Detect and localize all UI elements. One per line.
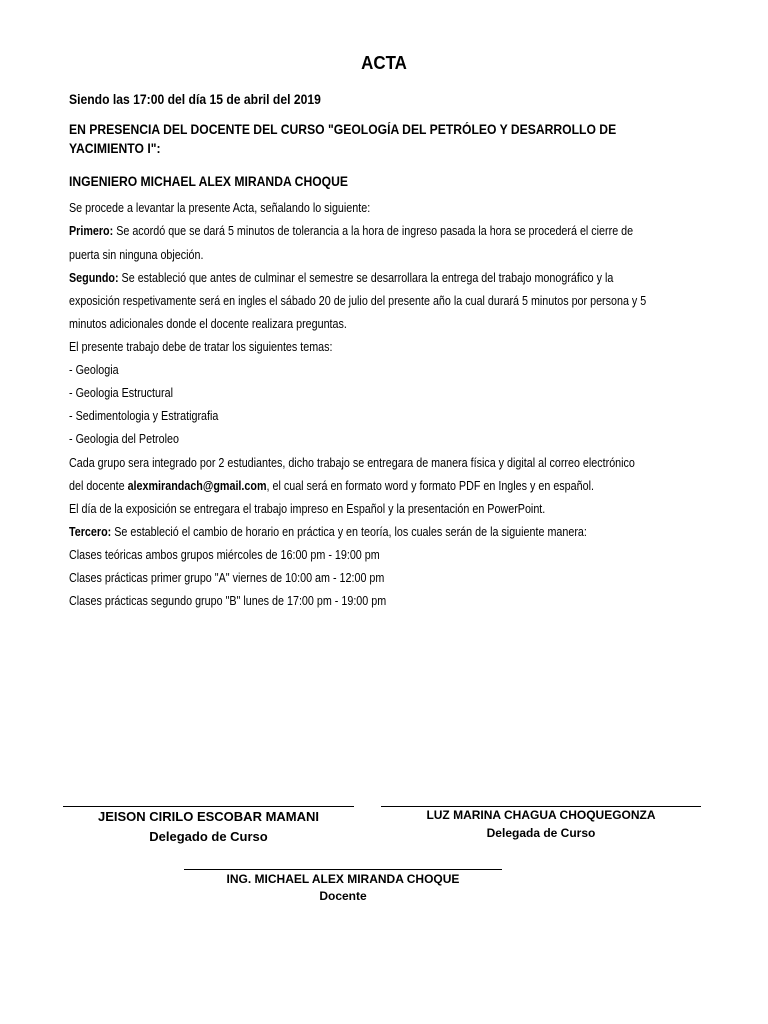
signature-line-center (184, 869, 502, 870)
primero-text-1: Se acordó que se dará 5 minutos de tolerancia a la hora de ingreso pasada la hora se procederá el cierre de (113, 224, 634, 238)
segundo-line-3: minutos adicionales donde el docente realizara preguntas. (69, 317, 347, 331)
segundo-label: Segundo: (69, 271, 119, 285)
teacher-email: alexmirandach@gmail.com (127, 479, 267, 493)
signature-line-left (63, 806, 354, 807)
signature-name-right: LUZ MARINA CHAGUA CHOQUEGONZA (426, 808, 656, 822)
presence-line-2: YACIMIENTO I": (69, 141, 161, 156)
segundo-line-2: exposición respetivamente será en ingles el sábado 20 de julio del presente año la cual durará 5 minutos por persona y 5 (69, 294, 647, 308)
document-title: ACTA (361, 53, 407, 73)
primero-line-1 (69, 224, 633, 238)
segundo-text-1: Se estableció que antes de culminar el semestre se desarrollara la entrega del trabajo monográfico y la (118, 271, 614, 285)
intro-line: Se procede a levantar la presente Acta, señalando lo siguiente: (69, 201, 371, 215)
tercero-text: Se estableció el cambio de horario en práctica y en teoría, los cuales serán de la siguiente manera: (111, 525, 587, 539)
primero-line-2: puerta sin ninguna objeción. (69, 248, 204, 262)
signature-role-right: Delegada de Curso (486, 826, 596, 840)
group-line-2-suffix: , el cual será en formato word y formato PDF en Ingles y en español. (266, 479, 594, 493)
signature-line-right (381, 806, 701, 807)
tercero-line (69, 525, 587, 539)
topic-item: - Geologia Estructural (69, 386, 173, 400)
presence-line-1: EN PRESENCIA DEL DOCENTE DEL CURSO "GEOLOGÍA DEL PETRÓLEO Y DESARROLLO DE (69, 122, 617, 137)
exposition-day-line: El día de la exposición se entregara el trabajo impreso en Español y la presentación en PowerPoint. (69, 502, 546, 516)
group-line-2-prefix: del docente (69, 479, 128, 493)
group-line-1: Cada grupo sera integrado por 2 estudiantes, dicho trabajo se entregara de manera física y digital al correo electrónico (69, 456, 635, 470)
schedule-item: Clases prácticas primer grupo "A" viernes de 10:00 am - 12:00 pm (69, 571, 385, 585)
primero-label: Primero: (69, 224, 114, 238)
topics-intro: El presente trabajo debe de tratar los siguientes temas: (69, 340, 333, 354)
group-line-2 (69, 479, 594, 493)
signature-name-center: ING. MICHAEL ALEX MIRANDA CHOQUE (226, 872, 460, 886)
signature-role-left: Delegado de Curso (149, 829, 268, 844)
segundo-line-1 (69, 271, 613, 285)
schedule-item: Clases prácticas segundo grupo "B" lunes de 17:00 pm - 19:00 pm (69, 594, 387, 608)
signature-name-left: JEISON CIRILO ESCOBAR MAMANI (97, 809, 319, 824)
topic-item: - Geologia (69, 363, 119, 377)
tercero-label: Tercero: (69, 525, 112, 539)
signature-role-center: Docente (319, 889, 367, 903)
topic-item: - Geologia del Petroleo (69, 432, 179, 446)
teacher-heading: INGENIERO MICHAEL ALEX MIRANDA CHOQUE (69, 174, 349, 189)
date-line: Siendo las 17:00 del día 15 de abril del 2019 (69, 92, 321, 107)
topic-item: - Sedimentologia y Estratigrafia (69, 409, 219, 423)
schedule-item: Clases teóricas ambos grupos miércoles de 16:00 pm - 19:00 pm (69, 548, 380, 562)
